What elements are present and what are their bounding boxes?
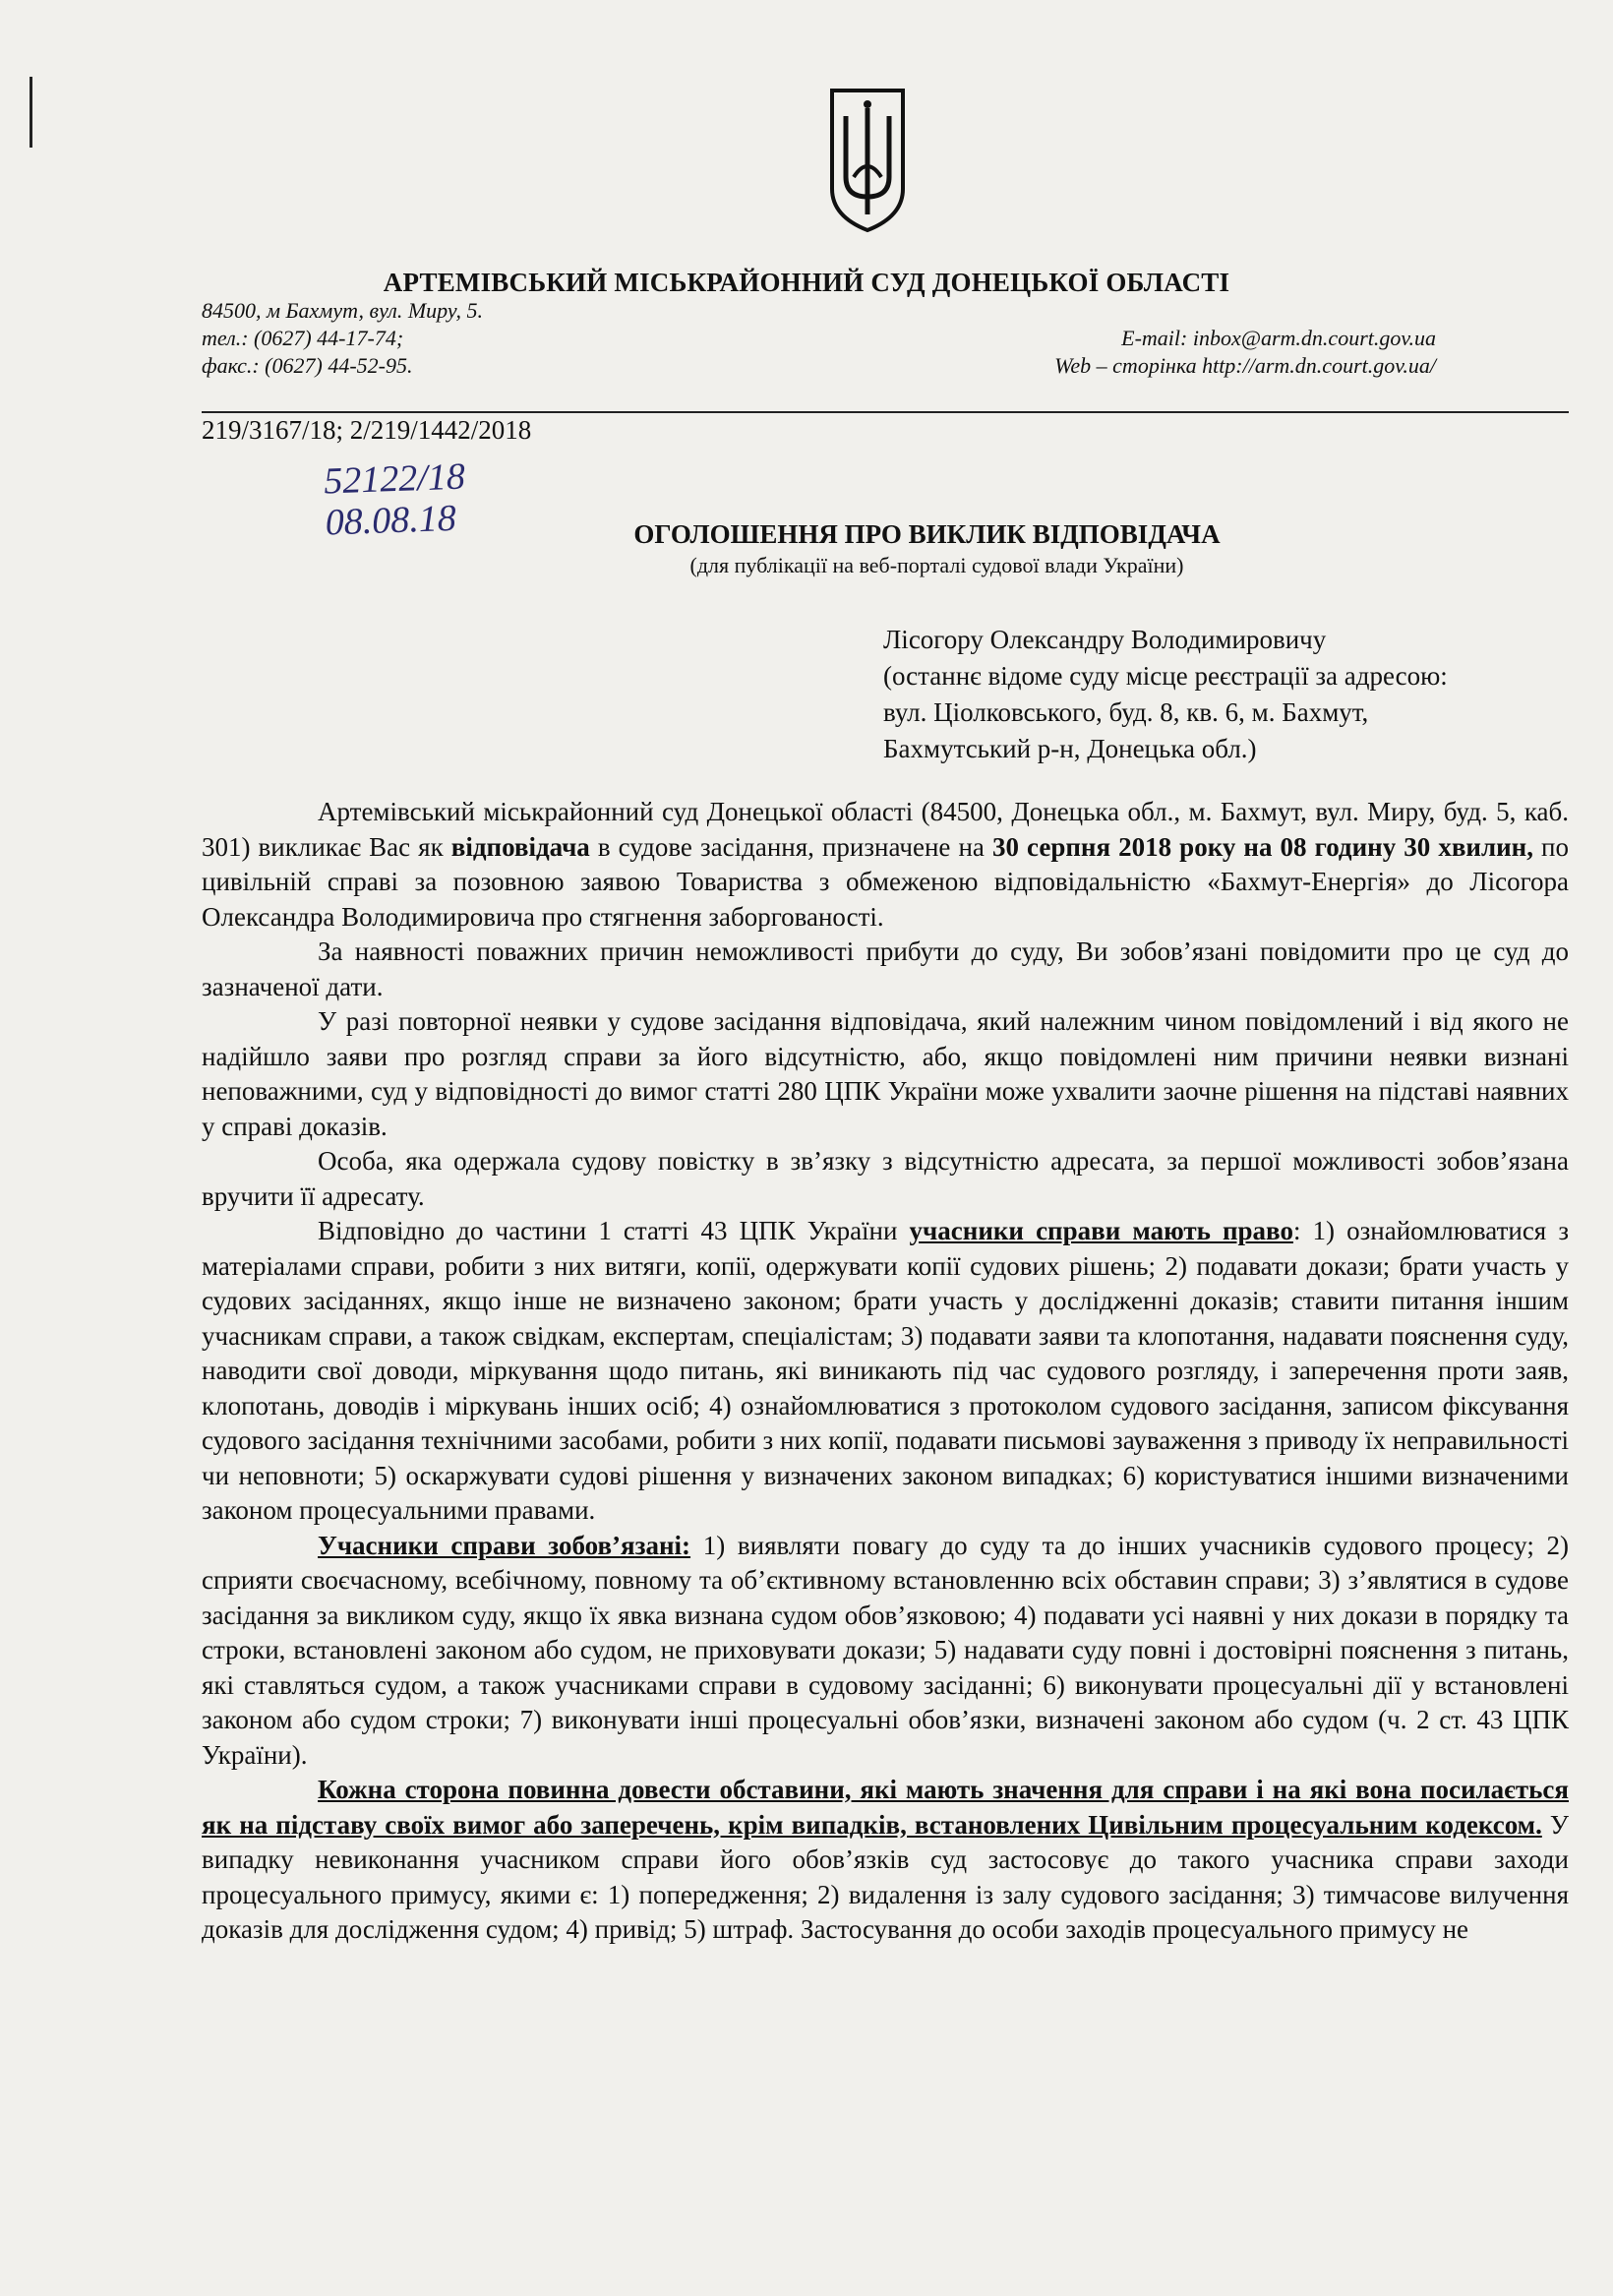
notice-subtitle: (для публікації на веб-порталі судової влади України) <box>689 553 1184 577</box>
text-span: Відповідно до частини 1 статті 43 ЦПК України <box>318 1216 910 1245</box>
handwritten-reg-number: 52122/18 <box>323 455 466 503</box>
text-span: 1) виявляти повагу до суду та до інших учасників судового процесу; 2) сприяти своєчасному, всебічному, повному та об’єктивному встановленню всіх обставин справи; 3) з’являтися в судове засідання за викликом суду, якщо їх явка визнана судом обов’язковою; 4) подавати усі наявні у них докази в порядку та строки, встановлені законом або судом, не приховувати докази; 5) надавати суду повні і достовірні пояснення з питань, які ставляться судом, а також учасниками справи в судовому засіданні; 6) виконувати процесуальні дії у встановлені законом або судом строки; 7) виконувати інші процесуальні обов’язки, визначені законом або судом (ч. 2 ст. 43 ЦПК України). <box>202 1530 1569 1770</box>
text-span: в судове засідання, призначене на <box>589 831 992 862</box>
text-bold-underline: Учасники справи зобов’язані: <box>318 1530 691 1560</box>
addressee-address-line: Бахмутський р-н, Донецька обл.) <box>883 734 1257 763</box>
addressee-name: Лісогору Олександру Володимировичу <box>883 625 1327 654</box>
notice-body <box>202 795 1569 1948</box>
paragraph-obligations <box>202 1529 1569 1774</box>
paragraph-delivery: Особа, яка одержала судову повістку в зв’язку з відсутністю адресата, за першої можливості зобов’язана вручити її адресату. <box>202 1146 1569 1211</box>
court-online-contacts <box>1054 325 1436 380</box>
text-span: : 1) ознайомлюватися з матеріалами справи, робити з них витяги, копії, одержувати копії судових рішень; 2) подавати докази; брати участь у судових засіданнях, якщо інше не визначено законом; брати участь у дослідженні доказів; ставити питання іншим учасникам справи, а також свідкам, експертам, спеціалістам; 3) подавати заяви та клопотання, надавати пояснення суду, наводити свої доводи, міркування щодо питань, які виникають під час судового розгляду, і заперечення проти заяв, клопотань, доводів і міркувань інших осіб; 4) ознайомлюватися з протоколом судового засідання, записом фіксування судового засідання технічними засобами, робити з них копії, подавати письмові зауваження з приводу їх неправильності чи неповноти; 5) оскаржувати судові рішення у визначених законом випадках; 6) користуватися іншими визначеними законом процесуальними правами. <box>202 1216 1569 1525</box>
text-bold-underline: Кожна сторона повинна довести обставини, які мають значення для справи і на які вона посилається як на підставу своїх вимог або заперечень, крім випадків, встановлених Цивільним процесуальним кодексом. <box>202 1775 1569 1840</box>
notice-title: ОГОЛОШЕННЯ ПРО ВИКЛИК ВІДПОВІДАЧА <box>633 519 1221 549</box>
hearing-datetime: 30 серпня 2018 року на 08 годину 30 хвилин, <box>991 831 1533 862</box>
court-website: Web – сторінка http://arm.dn.court.gov.ua/ <box>1054 353 1436 378</box>
margin-mark <box>30 77 32 148</box>
text-bold-underline: учасники справи мають право <box>909 1216 1293 1245</box>
court-address: 84500, м Бахмут, вул. Миру, 5. <box>202 298 484 323</box>
court-phone: тел.: (0627) 44-17-74; <box>202 326 404 350</box>
header-divider <box>202 411 1569 413</box>
paragraph-default-judgment: У разі повторної неявки у судове засідання відповідача, який належним чином повідомлений і від якого не надійшло заяви про розгляд справи за його відсутністю, або, якщо повідомлені ним причини неявки визнані неповажними, суд у відповідності до вимог статті 280 ЦПК України може ухвалити заочне рішення на підставі наявних у справі доказів. <box>202 1006 1569 1141</box>
handwritten-date: 08.08.18 <box>325 497 457 544</box>
paragraph-summons <box>202 795 1569 935</box>
court-email: E-mail: inbox@arm.dn.court.gov.ua <box>1121 326 1436 350</box>
addressee-block <box>883 622 1448 767</box>
text-bold: відповідача <box>450 831 590 862</box>
court-contacts <box>202 297 483 380</box>
paragraph-rights <box>202 1214 1569 1529</box>
addressee-address-line: (останнє відоме суду місце реєстрації за адресою: <box>883 661 1448 691</box>
paragraph-notify: За наявності поважних причин неможливості прибути до суду, Ви зобов’язані повідомити про це суд до зазначеної дати. <box>202 937 1569 1001</box>
addressee-address-line: вул. Ціолковського, буд. 8, кв. 6, м. Бахмут, <box>883 697 1369 727</box>
case-number: 219/3167/18; 2/219/1442/2018 <box>202 415 532 445</box>
trident-emblem-icon <box>828 87 907 234</box>
court-fax: факс.: (0627) 44-52-95. <box>202 353 413 378</box>
paragraph-burden-of-proof <box>202 1773 1569 1948</box>
text-span: по цивільній справі за позовною заявою Товариства з обмеженою відповідальністю «Бахмут-Енергія» до Лісогора Олександра Володимировича про стягнення заборгованості. <box>202 831 1569 932</box>
court-name: АРТЕМІВСЬКИЙ МІСЬКРАЙОННИЙ СУД ДОНЕЦЬКОЇ ОБЛАСТІ <box>383 268 1230 297</box>
text-span: Артемівський міськрайонний суд Донецької області (84500, Донецька обл., м. Бахмут, вул. Миру, буд. 5, каб. 301) викликає Вас як <box>202 797 1569 862</box>
text-span: У випадку невиконання учасником справи його обов’язків суд застосовує до такого учасника справи заходи процесуального примусу, якими є: 1) попередження; 2) видалення із залу судового засідання; 3) тимчасове вилучення доказів для дослідження судом; 4) привід; 5) штраф. Застосування до особи заходів процесуального примусу не <box>202 1809 1569 1944</box>
